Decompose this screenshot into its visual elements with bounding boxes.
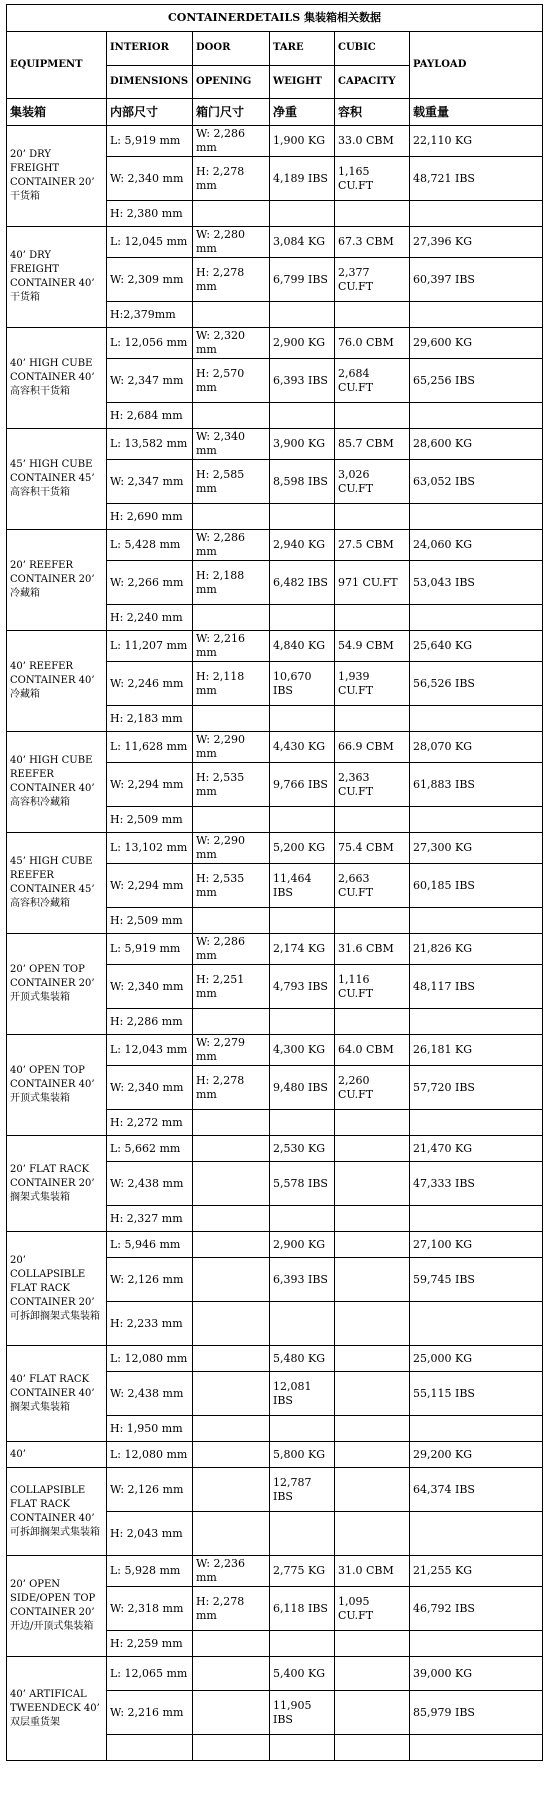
tare-cell: 10,670 IBS (270, 662, 335, 706)
interior-cell: L: 13,582 mm (107, 429, 193, 460)
table-row (7, 1442, 543, 1468)
tare-cell: 2,900 KG (270, 328, 335, 359)
tare-cell (270, 706, 335, 732)
interior-cell: L: 5,928 mm (107, 1556, 193, 1587)
tare-cell: 2,940 KG (270, 530, 335, 561)
tare-cell (270, 201, 335, 227)
tare-cell: 5,480 KG (270, 1346, 335, 1372)
tare-cell (270, 1206, 335, 1232)
door-cell: W: 2,236 mm (193, 1556, 270, 1587)
door-cell (193, 1206, 270, 1232)
door-cell (193, 1009, 270, 1035)
door-cell: H: 2,188 mm (193, 561, 270, 605)
payload-cell: 53,043 IBS (410, 561, 543, 605)
interior-cell: H: 2,509 mm (107, 807, 193, 833)
cubic-cell (335, 706, 410, 732)
cubic-cell (335, 1162, 410, 1206)
cubic-cell: 76.0 CBM (335, 328, 410, 359)
tare-cell: 5,578 IBS (270, 1162, 335, 1206)
header-door-line2: OPENING (193, 65, 270, 99)
cubic-cell (335, 807, 410, 833)
cubic-cell: 64.0 CBM (335, 1035, 410, 1066)
interior-cell: W: 2,438 mm (107, 1162, 193, 1206)
cn-header-door: 箱门尺寸 (193, 99, 270, 126)
tare-cell: 6,393 IBS (270, 1258, 335, 1302)
equipment-cell: 40’ OPEN TOP CONTAINER 40’ 开顶式集装箱 (7, 1035, 107, 1136)
tare-cell: 5,800 KG (270, 1442, 335, 1468)
payload-cell: 24,060 KG (410, 530, 543, 561)
payload-cell (410, 504, 543, 530)
tare-cell: 6,393 IBS (270, 359, 335, 403)
door-cell (193, 1442, 270, 1468)
table-row (7, 328, 543, 359)
interior-cell: H: 2,272 mm (107, 1110, 193, 1136)
interior-cell: H: 2,690 mm (107, 504, 193, 530)
header-equipment: EQUIPMENT (7, 32, 107, 99)
cubic-cell: 66.9 CBM (335, 732, 410, 763)
interior-cell: L: 5,919 mm (107, 126, 193, 157)
interior-cell: L: 5,428 mm (107, 530, 193, 561)
door-cell: W: 2,286 mm (193, 934, 270, 965)
tare-cell: 3,900 KG (270, 429, 335, 460)
cubic-cell (335, 403, 410, 429)
interior-cell: W: 2,126 mm (107, 1258, 193, 1302)
payload-cell: 56,526 IBS (410, 662, 543, 706)
door-cell: W: 2,286 mm (193, 126, 270, 157)
interior-cell: W: 2,294 mm (107, 864, 193, 908)
header-cubic-line1: CUBIC (335, 32, 410, 66)
tare-cell (270, 403, 335, 429)
equipment-cell: 40’ FLAT RACK CONTAINER 40’ 搁架式集装箱 (7, 1346, 107, 1442)
interior-cell: H: 2,259 mm (107, 1631, 193, 1657)
payload-cell: 55,115 IBS (410, 1372, 543, 1416)
payload-cell: 60,185 IBS (410, 864, 543, 908)
payload-cell: 29,600 KG (410, 328, 543, 359)
title-row (7, 5, 543, 32)
table-row (7, 934, 543, 965)
tare-cell: 3,084 KG (270, 227, 335, 258)
payload-cell: 25,000 KG (410, 1346, 543, 1372)
door-cell: H: 2,118 mm (193, 662, 270, 706)
interior-cell: L: 12,080 mm (107, 1346, 193, 1372)
interior-cell: H:2,379mm (107, 302, 193, 328)
header-interior-line2: DIMENSIONS (107, 65, 193, 99)
cubic-cell (335, 302, 410, 328)
cubic-cell: 2,377 CU.FT (335, 258, 410, 302)
header-interior-line1: INTERIOR (107, 32, 193, 66)
cubic-cell (335, 1258, 410, 1302)
interior-cell: H: 2,684 mm (107, 403, 193, 429)
door-cell (193, 1372, 270, 1416)
tare-cell (270, 1302, 335, 1346)
door-cell: W: 2,340 mm (193, 429, 270, 460)
cubic-cell (335, 201, 410, 227)
door-cell (193, 1416, 270, 1442)
cubic-cell: 1,116 CU.FT (335, 965, 410, 1009)
payload-cell: 59,745 IBS (410, 1258, 543, 1302)
table-row (7, 126, 543, 157)
cubic-cell (335, 1232, 410, 1258)
interior-cell: H: 2,327 mm (107, 1206, 193, 1232)
interior-cell: W: 2,340 mm (107, 1066, 193, 1110)
interior-cell: H: 2,043 mm (107, 1512, 193, 1556)
cubic-cell: 75.4 CBM (335, 833, 410, 864)
header-row-1 (7, 32, 543, 66)
tare-cell (270, 1735, 335, 1761)
door-cell (193, 1302, 270, 1346)
tare-cell: 4,840 KG (270, 631, 335, 662)
table-row (7, 429, 543, 460)
tare-cell: 4,793 IBS (270, 965, 335, 1009)
interior-cell: L: 5,919 mm (107, 934, 193, 965)
interior-cell: H: 2,183 mm (107, 706, 193, 732)
table-row (7, 227, 543, 258)
interior-cell: L: 11,207 mm (107, 631, 193, 662)
payload-cell: 39,000 KG (410, 1657, 543, 1691)
cubic-cell (335, 908, 410, 934)
door-cell: W: 2,286 mm (193, 530, 270, 561)
payload-cell (410, 1206, 543, 1232)
tare-cell (270, 1110, 335, 1136)
table-row (7, 833, 543, 864)
interior-cell: L: 5,946 mm (107, 1232, 193, 1258)
payload-cell (410, 1302, 543, 1346)
table-row (7, 732, 543, 763)
door-cell (193, 1512, 270, 1556)
payload-cell: 65,256 IBS (410, 359, 543, 403)
tare-cell (270, 302, 335, 328)
cubic-cell (335, 1468, 410, 1512)
cubic-cell (335, 1691, 410, 1735)
tare-cell (270, 1416, 335, 1442)
cubic-cell: 67.3 CBM (335, 227, 410, 258)
payload-cell: 27,100 KG (410, 1232, 543, 1258)
door-cell: H: 2,585 mm (193, 460, 270, 504)
interior-cell: L: 12,056 mm (107, 328, 193, 359)
door-cell (193, 302, 270, 328)
tare-cell (270, 1009, 335, 1035)
table-row (7, 1136, 543, 1162)
payload-cell: 28,070 KG (410, 732, 543, 763)
cubic-cell (335, 1009, 410, 1035)
door-cell: H: 2,570 mm (193, 359, 270, 403)
table-row (7, 1035, 543, 1066)
interior-cell: H: 2,380 mm (107, 201, 193, 227)
tare-cell (270, 504, 335, 530)
interior-cell: L: 12,065 mm (107, 1657, 193, 1691)
interior-cell: L: 5,662 mm (107, 1136, 193, 1162)
tare-cell: 6,118 IBS (270, 1587, 335, 1631)
cubic-cell: 31.6 CBM (335, 934, 410, 965)
interior-cell: W: 2,347 mm (107, 359, 193, 403)
interior-cell: W: 2,216 mm (107, 1691, 193, 1735)
equipment-cell: COLLAPSIBLE FLAT RACK CONTAINER 40’ 可拆卸搁架式集装箱 (7, 1468, 107, 1556)
payload-cell (410, 1735, 543, 1761)
chinese-header-row (7, 99, 543, 126)
cubic-cell: 31.0 CBM (335, 1556, 410, 1587)
door-cell (193, 908, 270, 934)
door-cell: W: 2,290 mm (193, 732, 270, 763)
payload-cell (410, 1631, 543, 1657)
door-cell: W: 2,279 mm (193, 1035, 270, 1066)
tare-cell: 2,530 KG (270, 1136, 335, 1162)
interior-cell: W: 2,340 mm (107, 157, 193, 201)
interior-cell: L: 12,043 mm (107, 1035, 193, 1066)
tare-cell: 12,081 IBS (270, 1372, 335, 1416)
cubic-cell: 33.0 CBM (335, 126, 410, 157)
tare-cell: 9,766 IBS (270, 763, 335, 807)
cubic-cell (335, 1512, 410, 1556)
interior-cell: H: 2,509 mm (107, 908, 193, 934)
door-cell (193, 1657, 270, 1691)
interior-cell (107, 1735, 193, 1761)
door-cell: W: 2,290 mm (193, 833, 270, 864)
payload-cell: 26,181 KG (410, 1035, 543, 1066)
payload-cell (410, 1512, 543, 1556)
door-cell (193, 1735, 270, 1761)
payload-cell: 48,721 IBS (410, 157, 543, 201)
door-cell: H: 2,278 mm (193, 258, 270, 302)
cubic-cell (335, 1657, 410, 1691)
equipment-cell: 20’ DRY FREIGHT CONTAINER 20’ 干货箱 (7, 126, 107, 227)
payload-cell (410, 605, 543, 631)
door-cell: W: 2,280 mm (193, 227, 270, 258)
equipment-cell: 20’ OPEN TOP CONTAINER 20’ 开顶式集装箱 (7, 934, 107, 1035)
tare-cell: 2,174 KG (270, 934, 335, 965)
interior-cell: L: 12,080 mm (107, 1442, 193, 1468)
door-cell (193, 1468, 270, 1512)
cubic-cell: 2,684 CU.FT (335, 359, 410, 403)
payload-cell: 21,470 KG (410, 1136, 543, 1162)
equipment-cell: 40’ HIGH CUBE CONTAINER 40’ 高容积干货箱 (7, 328, 107, 429)
cubic-cell (335, 1372, 410, 1416)
table-title: CONTAINERDETAILS 集装箱相关数据 (7, 5, 543, 32)
payload-cell (410, 1009, 543, 1035)
equipment-cell: 20’ REEFER CONTAINER 20’ 冷藏箱 (7, 530, 107, 631)
tare-cell (270, 908, 335, 934)
table-row (7, 1556, 543, 1587)
tare-cell: 11,464 IBS (270, 864, 335, 908)
tare-cell: 12,787 IBS (270, 1468, 335, 1512)
interior-cell: L: 11,628 mm (107, 732, 193, 763)
cn-header-payload: 载重量 (410, 99, 543, 126)
payload-cell: 64,374 IBS (410, 1468, 543, 1512)
cn-header-tare: 净重 (270, 99, 335, 126)
payload-cell (410, 1416, 543, 1442)
equipment-cell: 45’ HIGH CUBE CONTAINER 45’ 高容积干货箱 (7, 429, 107, 530)
equipment-cell: 40’ (7, 1442, 107, 1468)
equipment-cell: 45’ HIGH CUBE REEFER CONTAINER 45’ 高容积冷藏箱 (7, 833, 107, 934)
door-cell (193, 201, 270, 227)
tare-cell: 6,482 IBS (270, 561, 335, 605)
payload-cell: 46,792 IBS (410, 1587, 543, 1631)
interior-cell: L: 13,102 mm (107, 833, 193, 864)
tare-cell: 6,799 IBS (270, 258, 335, 302)
cubic-cell (335, 1735, 410, 1761)
door-cell (193, 1136, 270, 1162)
tare-cell: 4,300 KG (270, 1035, 335, 1066)
payload-cell: 27,300 KG (410, 833, 543, 864)
cubic-cell: 1,165 CU.FT (335, 157, 410, 201)
table-row (7, 1346, 543, 1372)
interior-cell: W: 2,438 mm (107, 1372, 193, 1416)
table-row (7, 1232, 543, 1258)
interior-cell: L: 12,045 mm (107, 227, 193, 258)
cubic-cell: 971 CU.FT (335, 561, 410, 605)
equipment-cell: 20’ OPEN SIDE/OPEN TOP CONTAINER 20’ 开边/开顶式集装箱 (7, 1556, 107, 1657)
payload-cell: 21,255 KG (410, 1556, 543, 1587)
interior-cell: W: 2,126 mm (107, 1468, 193, 1512)
tare-cell: 5,400 KG (270, 1657, 335, 1691)
door-cell (193, 504, 270, 530)
equipment-cell: 20’ COLLAPSIBLE FLAT RACK CONTAINER 20’ 可拆卸搁架式集装箱 (7, 1232, 107, 1346)
tare-cell (270, 1631, 335, 1657)
tare-cell: 4,430 KG (270, 732, 335, 763)
table-row (7, 530, 543, 561)
door-cell (193, 605, 270, 631)
door-cell: H: 2,278 mm (193, 157, 270, 201)
door-cell (193, 807, 270, 833)
cubic-cell (335, 1631, 410, 1657)
payload-cell (410, 908, 543, 934)
cubic-cell: 3,026 CU.FT (335, 460, 410, 504)
interior-cell: H: 2,233 mm (107, 1302, 193, 1346)
payload-cell (410, 807, 543, 833)
cubic-cell (335, 1416, 410, 1442)
header-cubic-line2: CAPACITY (335, 65, 410, 99)
tare-cell: 9,480 IBS (270, 1066, 335, 1110)
payload-cell: 60,397 IBS (410, 258, 543, 302)
table-row (7, 1468, 543, 1512)
tare-cell (270, 807, 335, 833)
cn-header-equipment: 集装箱 (7, 99, 107, 126)
interior-cell: W: 2,340 mm (107, 965, 193, 1009)
cubic-cell (335, 1346, 410, 1372)
door-cell (193, 1110, 270, 1136)
interior-cell: H: 1,950 mm (107, 1416, 193, 1442)
door-cell: H: 2,535 mm (193, 864, 270, 908)
door-cell (193, 403, 270, 429)
door-cell: H: 2,278 mm (193, 1587, 270, 1631)
payload-cell (410, 403, 543, 429)
header-tare-line2: WEIGHT (270, 65, 335, 99)
header-payload: PAYLOAD (410, 32, 543, 99)
equipment-cell: 40’ REEFER CONTAINER 40’ 冷藏箱 (7, 631, 107, 732)
cubic-cell (335, 1302, 410, 1346)
cubic-cell (335, 1206, 410, 1232)
tare-cell: 5,200 KG (270, 833, 335, 864)
cubic-cell: 27.5 CBM (335, 530, 410, 561)
door-cell (193, 1258, 270, 1302)
tare-cell: 2,900 KG (270, 1232, 335, 1258)
door-cell: H: 2,535 mm (193, 763, 270, 807)
payload-cell: 22,110 KG (410, 126, 543, 157)
equipment-cell: 40’ HIGH CUBE REEFER CONTAINER 40’ 高容积冷藏箱 (7, 732, 107, 833)
cubic-cell: 2,363 CU.FT (335, 763, 410, 807)
header-door-line1: DOOR (193, 32, 270, 66)
cubic-cell: 2,663 CU.FT (335, 864, 410, 908)
cubic-cell (335, 1442, 410, 1468)
cn-header-interior: 内部尺寸 (107, 99, 193, 126)
interior-cell: W: 2,246 mm (107, 662, 193, 706)
payload-cell: 47,333 IBS (410, 1162, 543, 1206)
cubic-cell: 2,260 CU.FT (335, 1066, 410, 1110)
container-details-table (6, 4, 543, 1761)
tare-cell: 11,905 IBS (270, 1691, 335, 1735)
cubic-cell (335, 1110, 410, 1136)
equipment-cell: 40’ DRY FREIGHT CONTAINER 40’ 干货箱 (7, 227, 107, 328)
door-cell: W: 2,320 mm (193, 328, 270, 359)
payload-cell: 63,052 IBS (410, 460, 543, 504)
payload-cell: 57,720 IBS (410, 1066, 543, 1110)
door-cell: H: 2,251 mm (193, 965, 270, 1009)
interior-cell: W: 2,347 mm (107, 460, 193, 504)
payload-cell: 85,979 IBS (410, 1691, 543, 1735)
container-details-sheet (6, 4, 543, 1761)
payload-cell (410, 706, 543, 732)
interior-cell: W: 2,309 mm (107, 258, 193, 302)
payload-cell: 21,826 KG (410, 934, 543, 965)
payload-cell: 27,396 KG (410, 227, 543, 258)
door-cell (193, 1232, 270, 1258)
cubic-cell: 54.9 CBM (335, 631, 410, 662)
tare-cell (270, 605, 335, 631)
interior-cell: W: 2,266 mm (107, 561, 193, 605)
cn-header-cubic: 容积 (335, 99, 410, 126)
interior-cell: W: 2,294 mm (107, 763, 193, 807)
door-cell (193, 706, 270, 732)
cubic-cell: 1,095 CU.FT (335, 1587, 410, 1631)
table-row (7, 1657, 543, 1691)
table-body (7, 126, 543, 1761)
tare-cell: 2,775 KG (270, 1556, 335, 1587)
door-cell (193, 1631, 270, 1657)
door-cell (193, 1346, 270, 1372)
cubic-cell: 1,939 CU.FT (335, 662, 410, 706)
tare-cell: 8,598 IBS (270, 460, 335, 504)
door-cell: H: 2,278 mm (193, 1066, 270, 1110)
interior-cell: H: 2,240 mm (107, 605, 193, 631)
tare-cell: 4,189 IBS (270, 157, 335, 201)
payload-cell: 48,117 IBS (410, 965, 543, 1009)
interior-cell: W: 2,318 mm (107, 1587, 193, 1631)
equipment-cell: 20’ FLAT RACK CONTAINER 20’ 搁架式集装箱 (7, 1136, 107, 1232)
cubic-cell (335, 605, 410, 631)
tare-cell (270, 1512, 335, 1556)
interior-cell: H: 2,286 mm (107, 1009, 193, 1035)
door-cell (193, 1162, 270, 1206)
cubic-cell (335, 1136, 410, 1162)
payload-cell (410, 201, 543, 227)
equipment-cell: 40’ ARTIFICAL TWEENDECK 40’ 双层重货架 (7, 1657, 107, 1761)
payload-cell (410, 1110, 543, 1136)
door-cell: W: 2,216 mm (193, 631, 270, 662)
cubic-cell: 85.7 CBM (335, 429, 410, 460)
payload-cell: 25,640 KG (410, 631, 543, 662)
tare-cell: 1,900 KG (270, 126, 335, 157)
payload-cell (410, 302, 543, 328)
door-cell (193, 1691, 270, 1735)
payload-cell: 29,200 KG (410, 1442, 543, 1468)
header-tare-line1: TARE (270, 32, 335, 66)
table-row (7, 631, 543, 662)
payload-cell: 61,883 IBS (410, 763, 543, 807)
cubic-cell (335, 504, 410, 530)
payload-cell: 28,600 KG (410, 429, 543, 460)
